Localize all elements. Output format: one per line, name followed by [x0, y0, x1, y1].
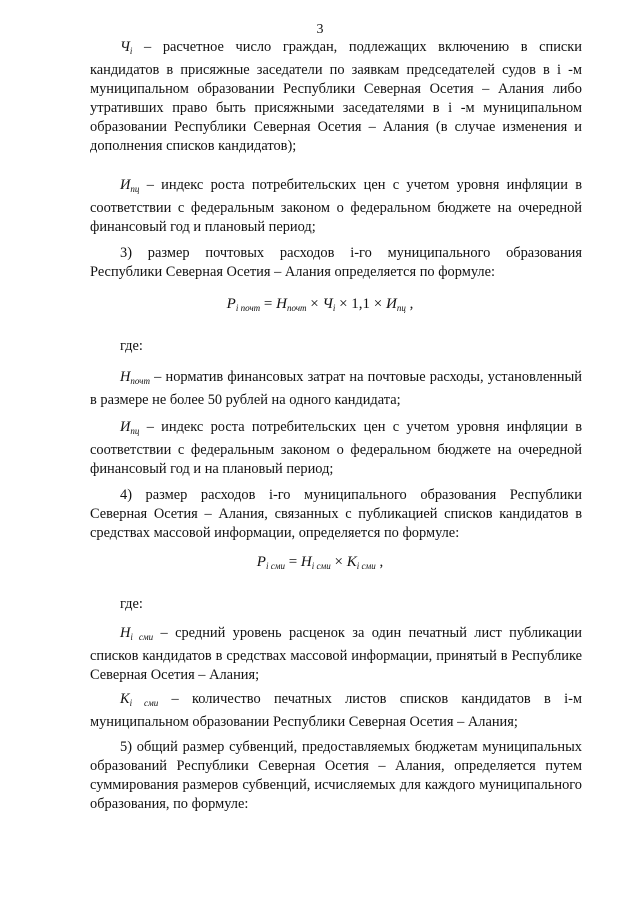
- definition-text: – расчетное число граждан, подлежащих включению в списки кандидатов в присяжные заседатели по заявкам председателей судов в i -м муниципальном образовании Республики Северная Осетия – Алания либо утративших право быть присяжными заседателями в i -м муниципальном образовании Республики Северная Осетия – Алания (в случае изменения и дополнения списков кандидатов);: [90, 39, 582, 154]
- item-4-paragraph: 4) размер расходов i-го муниципального образования Республики Северная Осетия – Алания, связанных с публикацией списков кандидатов в средствах массовой информации, определяется по формуле:: [90, 487, 582, 541]
- definition-text: – количество печатных листов списков кандидатов в i-м муниципальном образовании Республики Северная Осетия – Алания;: [90, 691, 582, 730]
- definition-text: – индекс роста потребительских цен с учетом уровня инфляции в соответствии с федеральным законом о федеральном бюджете на очередной финансовый год и на плановый период;: [90, 419, 582, 477]
- symbol-subscript: i: [129, 46, 133, 56]
- formula-postal: $P_{i почт} = Н_{почт} \times Ч_i \times 1,1 \times И_{пц}$ ,: [226, 296, 414, 313]
- definition-nsmi: [90, 624, 582, 685]
- symbol-subscript: пц: [130, 426, 140, 436]
- definition-ipc-2: [90, 418, 582, 479]
- symbol-subscript: пц: [130, 184, 140, 194]
- item-5-paragraph: 5) общий размер субвенций, предоставляемых бюджетам муниципальных образований Республики Северная Осетия – Алания, определяется путем суммирования размеров субвенций, исчисляемых для каждого муниципального образования, по формуле:: [90, 739, 582, 812]
- formula-media: $P_{i сми} = Н_{i сми} \times К_{i сми}$ ,: [256, 554, 384, 571]
- symbol-subscript: почт: [130, 376, 150, 386]
- definition-chi: [90, 38, 582, 156]
- page-number: 3: [316, 22, 324, 37]
- definition-text: – индекс роста потребительских цен с учетом уровня инфляции в соответствии с федеральным законом о федеральном бюджете на очередной финансовый год и плановый период;: [90, 177, 582, 235]
- symbol: И: [120, 419, 131, 435]
- symbol: И: [120, 177, 131, 193]
- where-label-1: где:: [120, 338, 143, 354]
- item-3-paragraph: 3) размер почтовых расходов i-го муниципального образования Республики Северная Осетия – Алания определяется по формуле:: [90, 245, 582, 280]
- definition-ksmi: [90, 690, 582, 732]
- symbol-subscript: i сми: [130, 632, 154, 642]
- symbol-subscript: i сми: [129, 698, 159, 708]
- definition-text: – норматив финансовых затрат на почтовые расходы, установленный в размере не более 50 рублей на одного кандидата;: [90, 369, 582, 408]
- symbol: Н: [120, 625, 131, 641]
- definition-text: – средний уровень расценок за один печатный лист публикации списков кандидатов в средствах массовой информации, принятый в Республике Северная Осетия – Алания;: [90, 625, 583, 683]
- symbol: К: [120, 691, 130, 707]
- definition-npocht: [90, 368, 582, 410]
- where-label-2: где:: [120, 596, 143, 612]
- symbol: Н: [120, 369, 131, 385]
- symbol: Ч: [120, 39, 130, 55]
- definition-ipc-1: [90, 176, 582, 237]
